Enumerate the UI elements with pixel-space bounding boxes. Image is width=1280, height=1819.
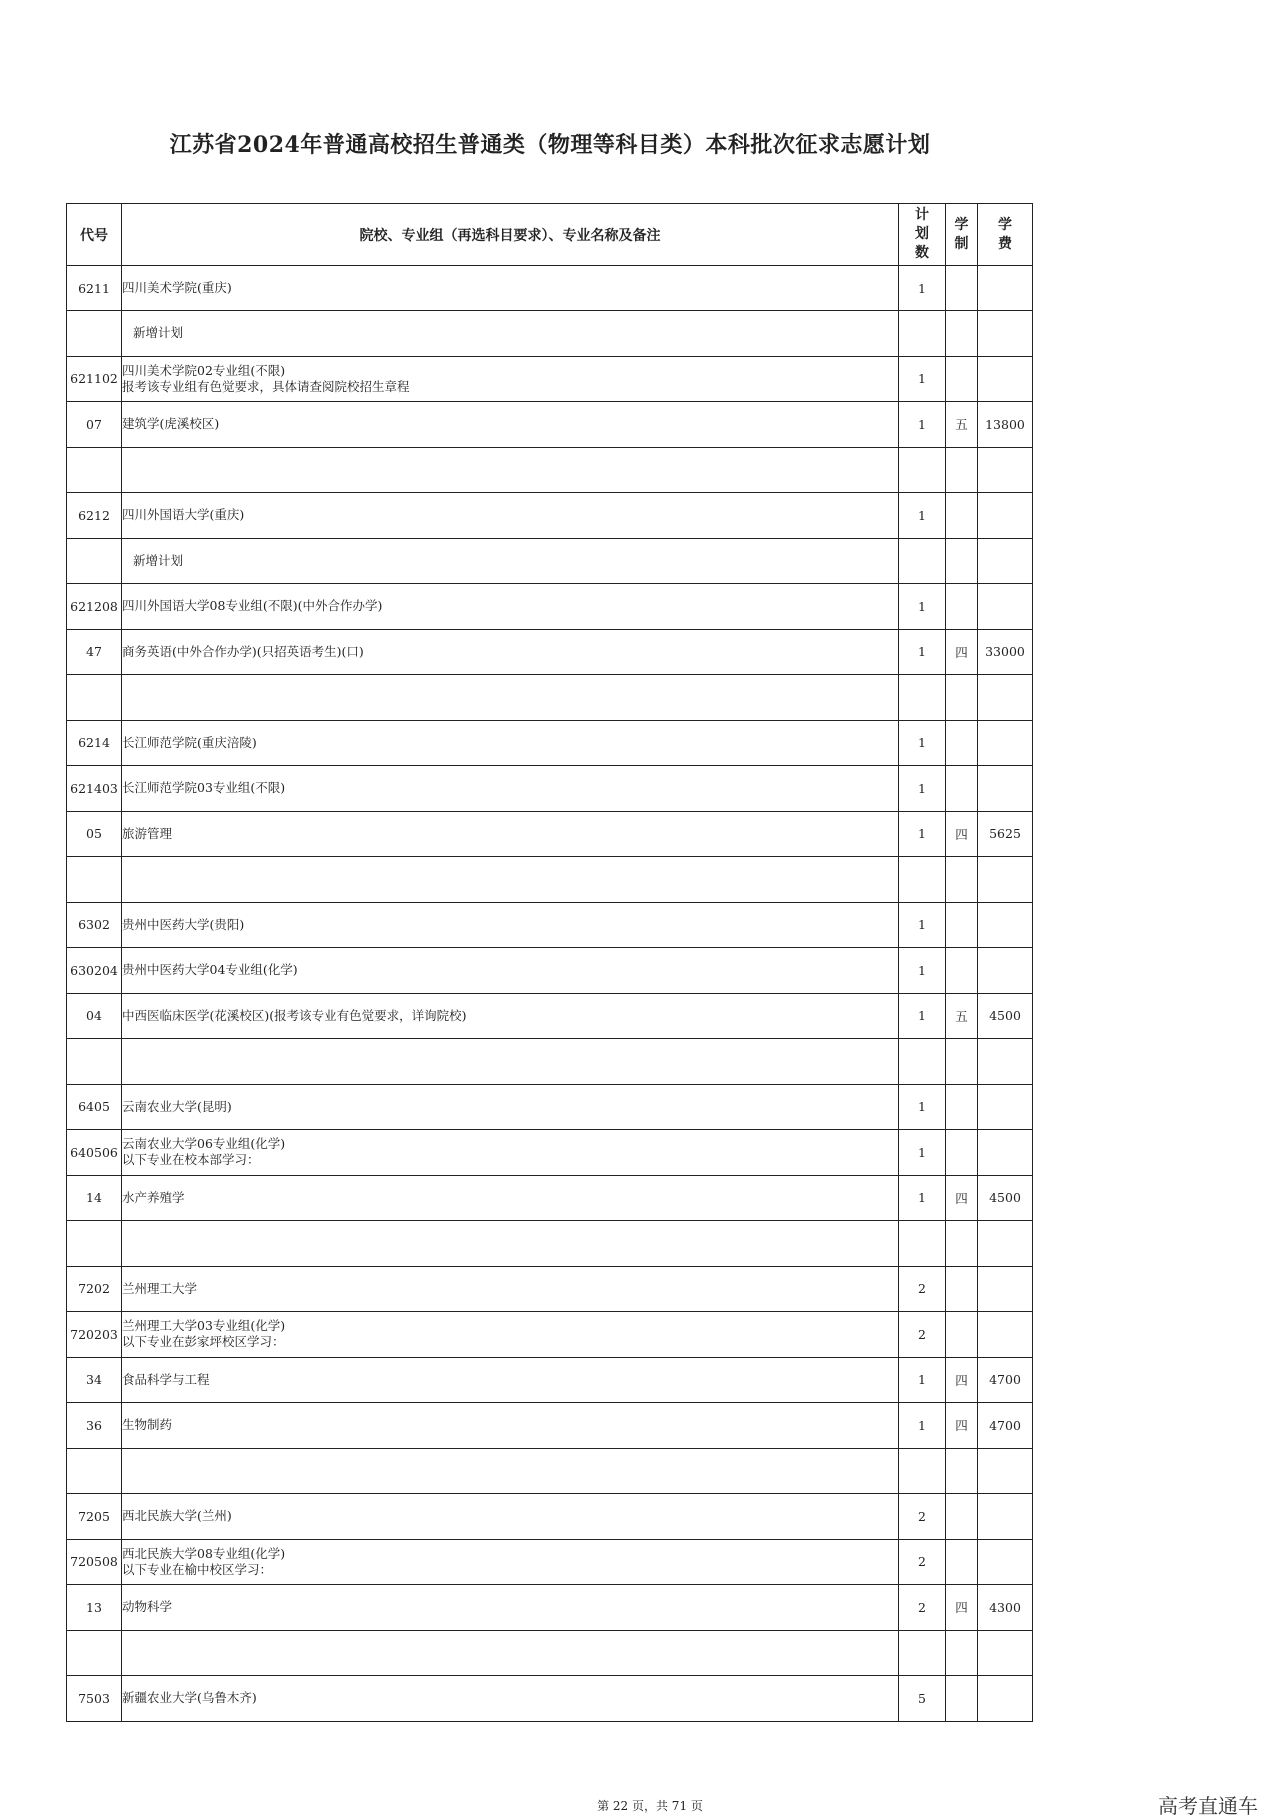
cell-name	[122, 266, 899, 311]
cell-plan	[899, 1039, 946, 1085]
cell-years	[946, 675, 978, 721]
table-row	[67, 675, 1033, 721]
cell-name	[122, 1494, 899, 1540]
table-row	[67, 948, 1033, 994]
cell-years	[946, 857, 978, 903]
cell-fee: 4700	[978, 1357, 1033, 1403]
cell-code	[67, 538, 122, 584]
cell-name-line: 兰州理工大学03专业组(化学)	[122, 1318, 286, 1334]
cell-code: 14	[67, 1175, 122, 1221]
cell-years	[946, 902, 978, 948]
cell-years	[946, 356, 978, 402]
cell-name-line: 兰州理工大学	[122, 1280, 198, 1296]
cell-name	[122, 1130, 899, 1176]
cell-years	[946, 447, 978, 493]
cell-code: 621208	[67, 584, 122, 630]
cell-code: 6211	[67, 266, 122, 311]
cell-name-line: 云南农业大学06专业组(化学)	[122, 1136, 286, 1152]
cell-name-line: 动物科学	[122, 1599, 173, 1615]
cell-years: 四	[946, 629, 978, 675]
cell-code: 04	[67, 993, 122, 1039]
cell-fee	[978, 266, 1033, 311]
cell-name	[122, 1312, 899, 1358]
cell-code: 6214	[67, 720, 122, 766]
cell-name-line: 商务英语(中外合作办学)(只招英语考生)(口)	[122, 643, 364, 659]
cell-code: 36	[67, 1403, 122, 1449]
cell-years	[946, 1494, 978, 1540]
cell-fee	[978, 675, 1033, 721]
table-row	[67, 1130, 1033, 1176]
table-row	[67, 766, 1033, 812]
cell-fee	[978, 1266, 1033, 1312]
cell-name-line: 食品科学与工程	[122, 1371, 210, 1387]
table-row	[67, 447, 1033, 493]
cell-name	[122, 629, 899, 675]
cell-years: 四	[946, 1585, 978, 1631]
cell-fee	[978, 720, 1033, 766]
cell-code: 7503	[67, 1676, 122, 1722]
cell-code	[67, 1630, 122, 1676]
enrollment-plan-table	[66, 203, 1033, 1722]
cell-years	[946, 766, 978, 812]
cell-plan: 2	[899, 1585, 946, 1631]
cell-plan	[899, 1448, 946, 1494]
cell-code: 6405	[67, 1084, 122, 1130]
table-row	[67, 1585, 1033, 1631]
cell-code: 47	[67, 629, 122, 675]
cell-name-line: 四川外国语大学(重庆)	[122, 507, 245, 523]
cell-years: 四	[946, 1357, 978, 1403]
cell-name	[122, 311, 899, 357]
cell-fee	[978, 584, 1033, 630]
cell-plan: 1	[899, 629, 946, 675]
cell-name-line: 新增计划	[133, 325, 184, 341]
cell-fee: 33000	[978, 629, 1033, 675]
cell-name	[122, 720, 899, 766]
cell-name	[122, 1676, 899, 1722]
cell-name	[122, 1585, 899, 1631]
cell-fee	[978, 1539, 1033, 1585]
cell-name-line: 以下专业在榆中校区学习：	[122, 1561, 273, 1577]
cell-plan: 5	[899, 1676, 946, 1722]
cell-fee	[978, 948, 1033, 994]
cell-name-line: 长江师范学院03专业组(不限)	[122, 780, 286, 796]
table-row	[67, 1221, 1033, 1267]
cell-years: 四	[946, 811, 978, 857]
cell-years	[946, 1448, 978, 1494]
table-row	[67, 1676, 1033, 1722]
cell-plan: 1	[899, 902, 946, 948]
cell-years	[946, 1084, 978, 1130]
cell-fee	[978, 902, 1033, 948]
cell-code: 630204	[67, 948, 122, 994]
cell-plan	[899, 447, 946, 493]
cell-code: 13	[67, 1585, 122, 1631]
table-row	[67, 1266, 1033, 1312]
cell-code: 6302	[67, 902, 122, 948]
cell-name	[122, 948, 899, 994]
cell-fee	[978, 1221, 1033, 1267]
table-row	[67, 1312, 1033, 1358]
cell-fee	[978, 493, 1033, 539]
cell-years	[946, 720, 978, 766]
cell-fee	[978, 1630, 1033, 1676]
cell-name-line: 生物制药	[122, 1417, 173, 1433]
cell-years	[946, 1630, 978, 1676]
cell-years	[946, 1539, 978, 1585]
cell-plan	[899, 538, 946, 584]
table-row	[67, 1630, 1033, 1676]
cell-plan: 2	[899, 1539, 946, 1585]
cell-code: 7202	[67, 1266, 122, 1312]
cell-name-line: 旅游管理	[122, 825, 173, 841]
table-header-row	[67, 204, 1033, 266]
cell-plan	[899, 1221, 946, 1267]
cell-years	[946, 948, 978, 994]
table-row	[67, 311, 1033, 357]
cell-fee	[978, 1130, 1033, 1176]
cell-code	[67, 1448, 122, 1494]
cell-fee: 4500	[978, 1175, 1033, 1221]
page-title: 江苏省2024年普通高校招生普通类（物理等科目类）本科批次征求志愿计划	[169, 132, 931, 158]
cell-plan: 1	[899, 720, 946, 766]
cell-years: 五	[946, 402, 978, 448]
cell-years	[946, 493, 978, 539]
cell-plan: 1	[899, 1403, 946, 1449]
cell-code: 720508	[67, 1539, 122, 1585]
cell-years	[946, 1676, 978, 1722]
cell-fee	[978, 766, 1033, 812]
table-row	[67, 1494, 1033, 1540]
cell-name-line: 建筑学(虎溪校区)	[122, 416, 220, 432]
cell-fee: 13800	[978, 402, 1033, 448]
cell-name-line: 以下专业在校本部学习：	[122, 1152, 260, 1168]
cell-code: 7205	[67, 1494, 122, 1540]
cell-name	[122, 766, 899, 812]
cell-name	[122, 402, 899, 448]
cell-fee	[978, 311, 1033, 357]
cell-name	[122, 1357, 899, 1403]
cell-plan	[899, 1630, 946, 1676]
cell-name-line: 西北民族大学(兰州)	[122, 1508, 232, 1524]
cell-fee	[978, 1084, 1033, 1130]
header-fee: 学 费	[978, 204, 1033, 266]
cell-name-line: 报考该专业组有色觉要求，具体请查阅院校招生章程	[122, 378, 410, 394]
cell-years	[946, 538, 978, 584]
cell-years	[946, 1312, 978, 1358]
cell-code: 621102	[67, 356, 122, 402]
cell-name	[122, 675, 899, 721]
table-row	[67, 402, 1033, 448]
cell-name	[122, 1084, 899, 1130]
cell-fee	[978, 857, 1033, 903]
cell-name	[122, 356, 899, 402]
table-row	[67, 493, 1033, 539]
cell-name-line: 贵州中医药大学(贵阳)	[122, 916, 245, 932]
table-row	[67, 538, 1033, 584]
cell-years	[946, 584, 978, 630]
cell-plan: 1	[899, 993, 946, 1039]
cell-fee: 5625	[978, 811, 1033, 857]
header-name: 院校、专业组（再选科目要求）、专业名称及备注	[122, 204, 899, 266]
cell-name	[122, 902, 899, 948]
cell-fee	[978, 1039, 1033, 1085]
cell-plan	[899, 311, 946, 357]
table-row	[67, 720, 1033, 766]
cell-code	[67, 1221, 122, 1267]
cell-code	[67, 857, 122, 903]
watermark: 高考直通车	[1158, 1794, 1258, 1818]
cell-code: 6212	[67, 493, 122, 539]
cell-plan: 2	[899, 1312, 946, 1358]
cell-name	[122, 584, 899, 630]
cell-code	[67, 675, 122, 721]
cell-years	[946, 1039, 978, 1085]
cell-plan	[899, 675, 946, 721]
cell-name-line: 新增计划	[133, 552, 184, 568]
table-row	[67, 1357, 1033, 1403]
header-code: 代号	[67, 204, 122, 266]
table-row	[67, 1084, 1033, 1130]
cell-name	[122, 447, 899, 493]
cell-years: 四	[946, 1175, 978, 1221]
cell-name-line: 以下专业在彭家坪校区学习：	[122, 1334, 285, 1350]
cell-code	[67, 1039, 122, 1085]
cell-fee	[978, 447, 1033, 493]
cell-name	[122, 493, 899, 539]
cell-plan: 2	[899, 1266, 946, 1312]
table-row	[67, 902, 1033, 948]
header-plan: 计 划 数	[899, 204, 946, 266]
cell-plan: 1	[899, 811, 946, 857]
cell-name	[122, 993, 899, 1039]
cell-code: 05	[67, 811, 122, 857]
cell-plan: 1	[899, 584, 946, 630]
cell-code: 621403	[67, 766, 122, 812]
cell-plan: 1	[899, 1175, 946, 1221]
cell-years	[946, 311, 978, 357]
cell-plan: 1	[899, 1084, 946, 1130]
cell-name-line: 长江师范学院(重庆涪陵)	[122, 734, 257, 750]
cell-name-line: 云南农业大学(昆明)	[122, 1098, 232, 1114]
cell-plan: 2	[899, 1494, 946, 1540]
table-row	[67, 1539, 1033, 1585]
cell-name	[122, 857, 899, 903]
table-row	[67, 1448, 1033, 1494]
cell-years: 五	[946, 993, 978, 1039]
cell-name	[122, 1539, 899, 1585]
cell-code	[67, 447, 122, 493]
cell-plan	[899, 857, 946, 903]
cell-name	[122, 1630, 899, 1676]
table-row	[67, 811, 1033, 857]
cell-name	[122, 1403, 899, 1449]
cell-fee: 4500	[978, 993, 1033, 1039]
cell-code: 07	[67, 402, 122, 448]
cell-code: 640506	[67, 1130, 122, 1176]
cell-name-line: 四川美术学院02专业组(不限)	[122, 362, 286, 378]
cell-name	[122, 1266, 899, 1312]
cell-years	[946, 1266, 978, 1312]
cell-fee	[978, 538, 1033, 584]
cell-plan: 1	[899, 402, 946, 448]
cell-plan: 1	[899, 1130, 946, 1176]
cell-name	[122, 1175, 899, 1221]
table-row	[67, 629, 1033, 675]
cell-plan: 1	[899, 766, 946, 812]
cell-fee	[978, 1448, 1033, 1494]
cell-name-line: 新疆农业大学(乌鲁木齐)	[122, 1690, 257, 1706]
cell-fee	[978, 356, 1033, 402]
cell-name	[122, 1221, 899, 1267]
cell-years: 四	[946, 1403, 978, 1449]
cell-plan: 1	[899, 948, 946, 994]
cell-plan: 1	[899, 266, 946, 311]
cell-code: 34	[67, 1357, 122, 1403]
cell-name-line: 四川美术学院(重庆)	[122, 280, 232, 295]
table-row	[67, 857, 1033, 903]
cell-fee: 4300	[978, 1585, 1033, 1631]
cell-years	[946, 1221, 978, 1267]
cell-name	[122, 811, 899, 857]
cell-fee	[978, 1312, 1033, 1358]
cell-name-line: 四川外国语大学08专业组(不限)(中外合作办学)	[122, 598, 383, 614]
cell-plan: 1	[899, 356, 946, 402]
cell-plan: 1	[899, 493, 946, 539]
cell-name-line: 贵州中医药大学04专业组(化学)	[122, 962, 298, 978]
table-row	[67, 1403, 1033, 1449]
table-row	[67, 584, 1033, 630]
table-row	[67, 1039, 1033, 1085]
cell-name-line: 中西医临床医学(花溪校区)(报考该专业有色觉要求，详询院校)	[122, 1007, 467, 1023]
table-row	[67, 266, 1033, 311]
cell-name	[122, 1039, 899, 1085]
table-row	[67, 1175, 1033, 1221]
cell-years	[946, 266, 978, 311]
header-years: 学 制	[946, 204, 978, 266]
cell-fee: 4700	[978, 1403, 1033, 1449]
page-footer: 第 22 页，共 71 页	[597, 1799, 703, 1813]
cell-code: 720203	[67, 1312, 122, 1358]
cell-fee	[978, 1676, 1033, 1722]
table-row	[67, 993, 1033, 1039]
cell-plan: 1	[899, 1357, 946, 1403]
cell-name-line: 西北民族大学08专业组(化学)	[122, 1545, 286, 1561]
cell-fee	[978, 1494, 1033, 1540]
table-row	[67, 356, 1033, 402]
cell-name	[122, 1448, 899, 1494]
cell-years	[946, 1130, 978, 1176]
cell-name	[122, 538, 899, 584]
cell-code	[67, 311, 122, 357]
cell-name-line: 水产养殖学	[122, 1189, 185, 1205]
